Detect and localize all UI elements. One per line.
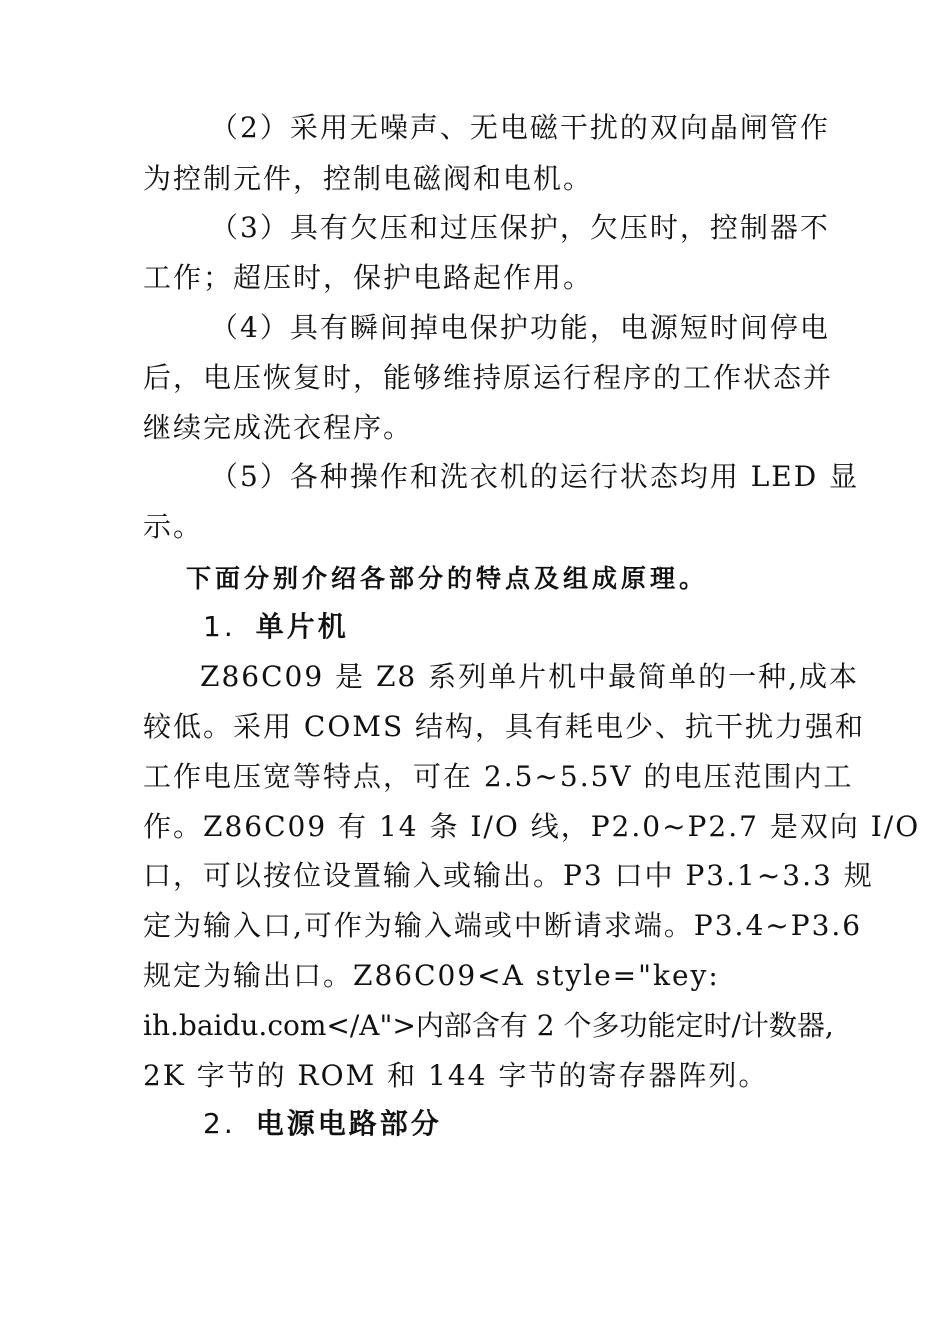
section-1-line-4: 作。Z86C09 有 14 条 I/O 线，P2.0~P2.7 是双向 I/O [143,810,921,843]
section-1-line-2: 较低。采用 COMS 结构，具有耗电少、抗干扰力强和 [143,710,866,743]
section-1-number: 1. [203,610,236,643]
section-2-heading [203,1106,442,1142]
paragraph-3-line-2: 工作；超压时，保护电路起作用。 [143,261,594,294]
paragraph-2-line-2: 为控制元件，控制电磁阀和电机。 [143,162,594,195]
paragraph-4-line-2: 后，电压恢复时，能够维持原运行程序的工作状态并 [143,361,834,394]
section-1-line-9: 2K 字节的 ROM 和 144 字节的寄存器阵列。 [143,1059,769,1092]
paragraph-5-line-1: （5）各种操作和洗衣机的运行状态均用 LED 显 [210,460,860,493]
section-1-title: 单片机 [255,610,349,643]
paragraph-4-line-3: 继续完成洗衣程序。 [143,411,414,444]
section-1-line-7: 规定为输出口。Z86C09<A style="key: [143,959,720,992]
intro-sentence: 下面分别介绍各部分的特点及组成原理。 [186,564,709,593]
section-1-heading [203,609,349,645]
section-2-number: 2. [203,1107,236,1140]
paragraph-2-line-1: （2）采用无噪声、无电磁干扰的双向晶闸管作 [210,111,830,144]
section-1-line-8: ih.baidu.com</A">内部含有 2 个多功能定时/计数器, [143,1009,834,1042]
section-1-line-6: 定为输入口,可作为输入端或中断请求端。P3.4~P3.6 [143,909,863,942]
section-2-title: 电源电路部分 [255,1107,442,1140]
section-1-line-1: Z86C09 是 Z8 系列单片机中最简单的一种,成本 [200,660,860,693]
paragraph-5-line-2: 示。 [143,510,204,543]
section-1-line-3: 工作电压宽等特点，可在 2.5~5.5V 的电压范围内工 [143,760,854,793]
paragraph-4-line-1: （4）具有瞬间掉电保护功能，电源短时间停电 [210,311,830,344]
section-1-line-5: 口，可以按位设置输入或输出。P3 口中 P3.1~3.3 规 [143,859,874,892]
paragraph-3-line-1: （3）具有欠压和过压保护，欠压时，控制器不 [210,211,830,244]
